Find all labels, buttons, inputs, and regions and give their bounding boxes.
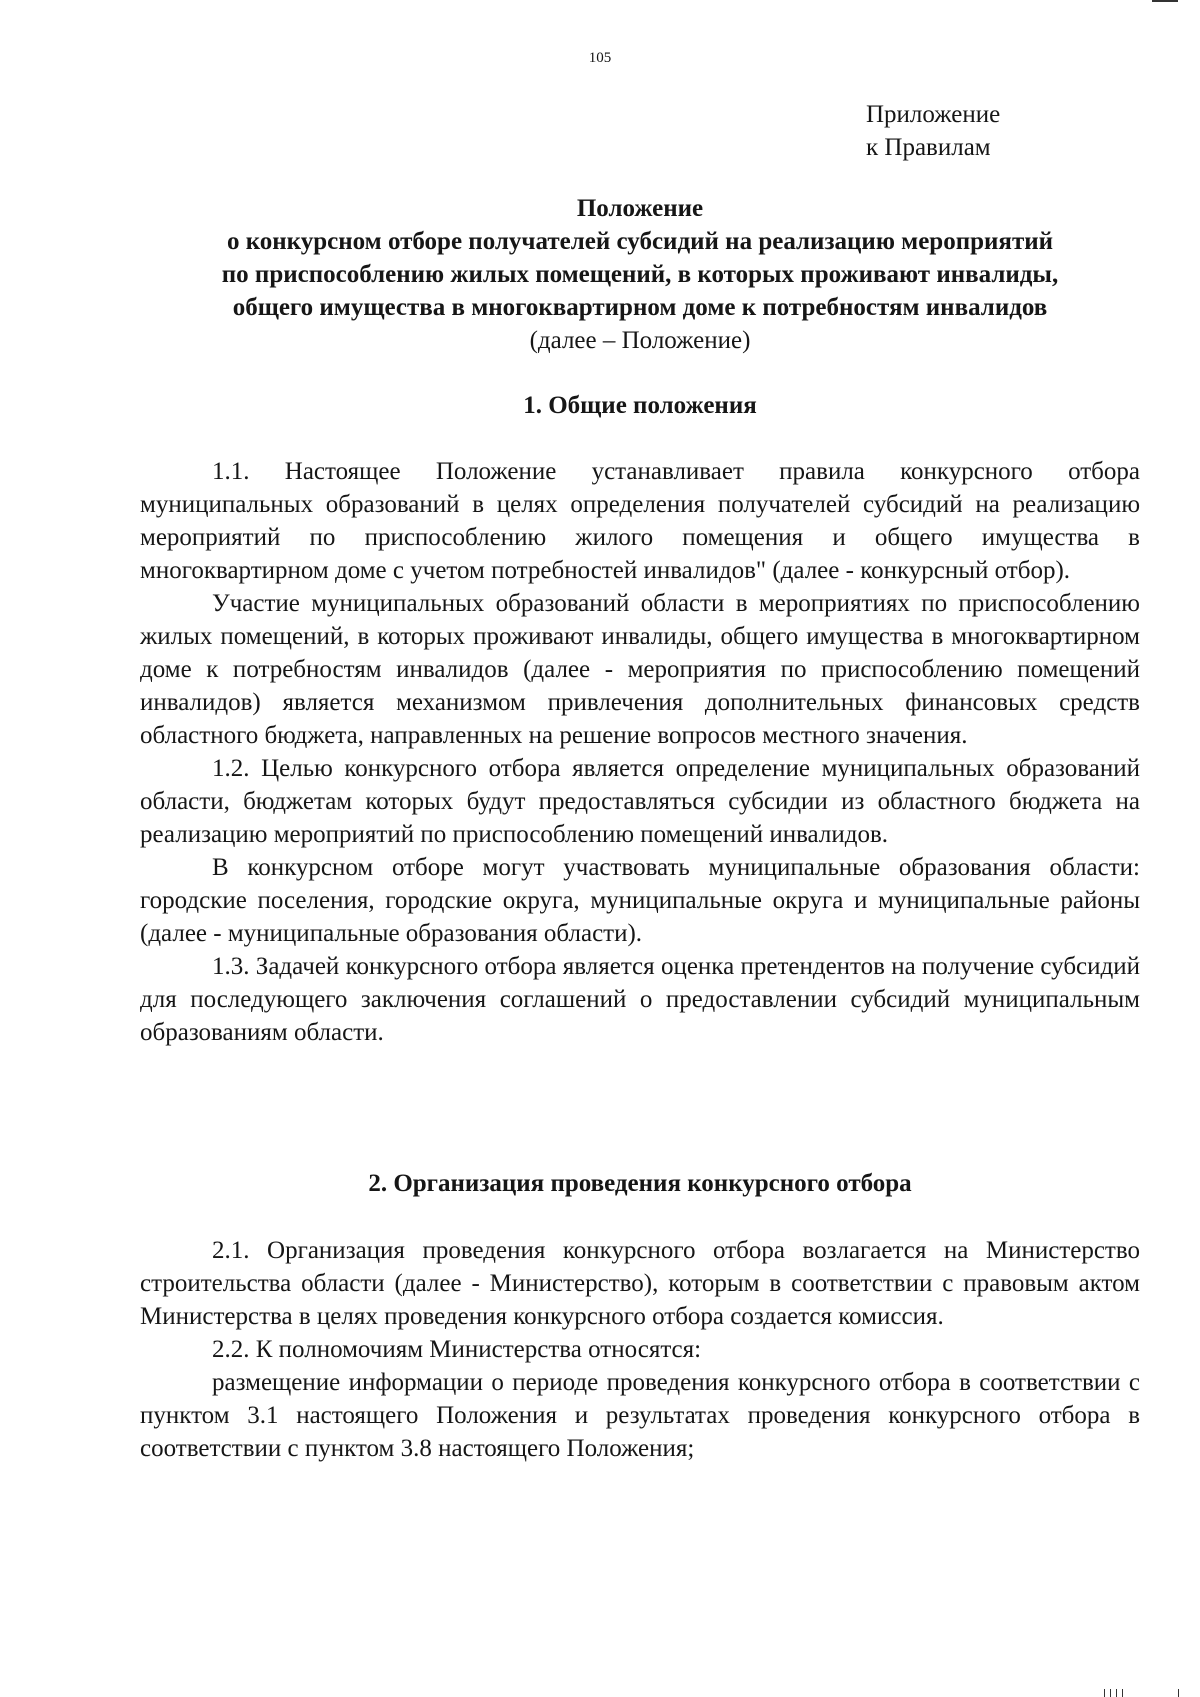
scan-artifact [1110,1689,1111,1697]
title-line-2: о конкурсном отборе получателей субсидий на реализацию мероприятий [226,228,1054,255]
scan-artifact [1122,1689,1123,1697]
paragraph: 1.1. Настоящее Положение устанавливает правила конкурсного отбора муниципальных образований в целях определения получателей субсидий на реализацию мероприятий по приспособлению жилого помещения и общего имущества в многоквартирном доме с учетом потребностей инвалидов" (далее - конкурсный отбор). [140,458,1140,584]
title-line-5: (далее – Положение) [529,327,751,354]
scan-artifact [1116,1689,1117,1697]
scan-artifact [1152,0,1178,2]
paragraph: 2.1. Организация проведения конкурсного отбора возлагается на Министерство строительства области (далее - Министерство), которым в соответствии с правовым актом Министерства в целях проведения конкурсного отбора создается комиссия. [140,1237,1140,1330]
page-number: 105 [588,50,612,66]
document-title [140,192,1140,357]
section-1-body [140,455,1140,1049]
paragraph: В конкурсном отборе могут участвовать муниципальные образования области: городские поселения, городские округа, муниципальные округа и муниципальные районы (далее - муниципальные образования области). [140,854,1140,947]
title-line-3: по приспособлению жилых помещений, в которых проживают инвалиды, [221,261,1059,288]
title-line-4: общего имущества в многоквартирном доме к потребностям инвалидов [232,294,1048,321]
title-line-1: Положение [576,195,704,222]
scan-artifact [1178,1689,1179,1697]
annex-line-1: Приложение [866,101,1001,128]
paragraph: Участие муниципальных образований области в мероприятиях по приспособлению жилых помещений, в которых проживают инвалиды, общего имущества в многоквартирном доме к потребностям инвалидов (далее - мероприятия по приспособлению помещений инвалидов) является механизмом привлечения дополнительных финансовых средств областного бюджета, направленных на решение вопросов местного значения. [140,590,1140,749]
paragraph: размещение информации о периоде проведения конкурсного отбора в соответствии с пунктом 3.1 настоящего Положения и результатах проведения конкурсного отбора в соответствии с пунктом 3.8 настоящего Положения; [140,1369,1140,1462]
section-2-heading: 2. Организация проведения конкурсного отбора [368,1170,912,1197]
paragraph: 1.3. Задачей конкурсного отбора является оценка претендентов на получение субсидий для последующего заключения соглашений о предоставлении субсидий муниципальным образованиям области. [140,953,1140,1046]
section-1-heading: 1. Общие положения [523,392,757,419]
annex-line-2: к Правилам [866,134,991,161]
annex-label [866,98,1000,164]
scan-artifact [1104,1689,1105,1697]
section-2-body [140,1234,1140,1465]
paragraph: 2.2. К полномочиям Министерства относятся: [212,1336,702,1363]
paragraph: 1.2. Целью конкурсного отбора является определение муниципальных образований области, бюджетам которых будут предоставляться субсидии из областного бюджета на реализацию мероприятий по приспособлению помещений инвалидов. [140,755,1140,848]
